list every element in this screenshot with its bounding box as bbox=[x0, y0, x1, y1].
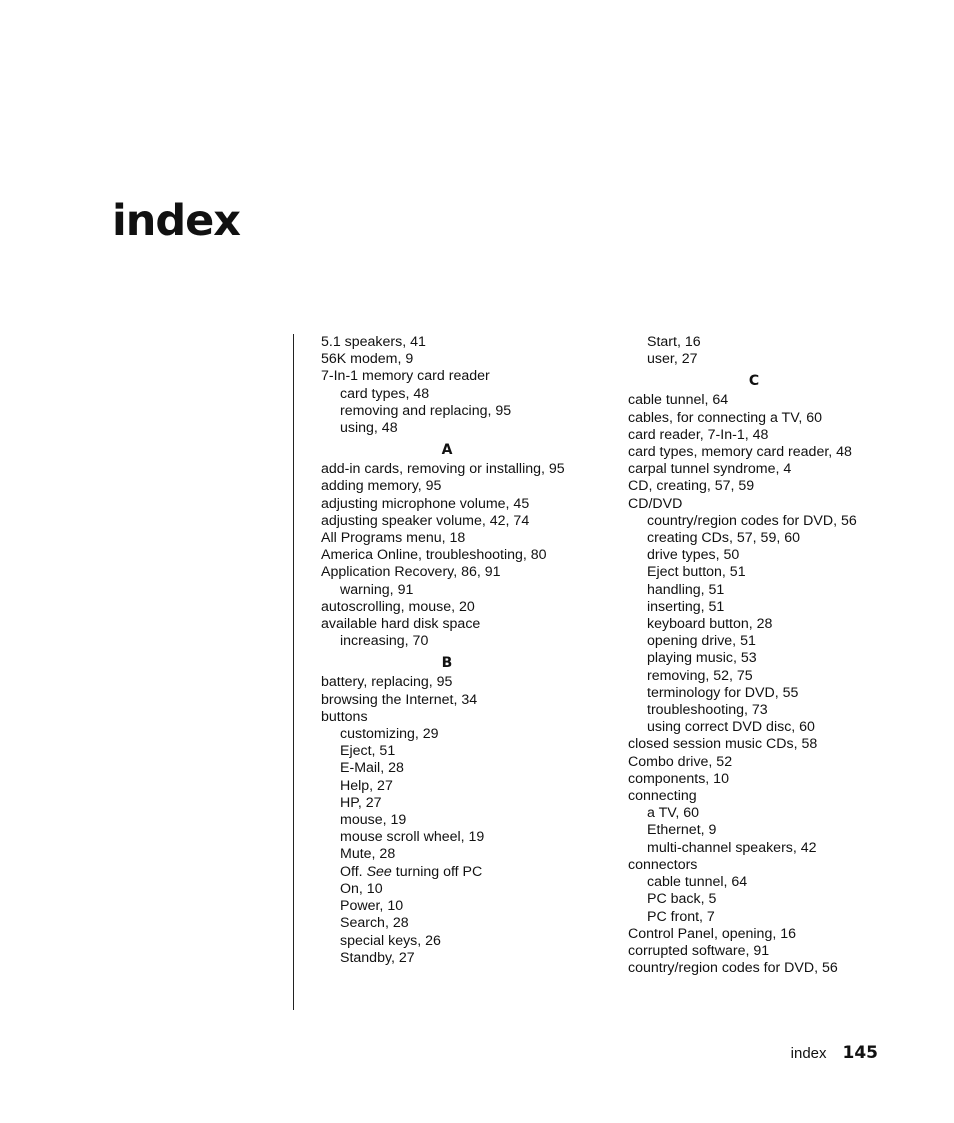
index-subentry: Help, 27 bbox=[340, 777, 393, 794]
index-entry: add-in cards, removing or installing, 95 bbox=[321, 461, 565, 478]
index-entry: connecting bbox=[628, 788, 697, 805]
page-number: 145 bbox=[842, 1043, 878, 1063]
index-subentry: On, 10 bbox=[340, 880, 383, 897]
index-entry: closed session music CDs, 58 bbox=[628, 736, 818, 753]
index-subentry: country/region codes for DVD, 56 bbox=[647, 512, 857, 529]
index-subentry: multi-channel speakers, 42 bbox=[647, 839, 817, 856]
index-entry: America Online, troubleshooting, 80 bbox=[321, 547, 547, 564]
index-subentry: keyboard button, 28 bbox=[647, 616, 773, 633]
index-subentry: card types, 48 bbox=[340, 385, 430, 402]
index-entry: Application Recovery, 86, 91 bbox=[321, 564, 501, 581]
index-subentry: special keys, 26 bbox=[340, 932, 441, 949]
index-entry: cable tunnel, 64 bbox=[628, 392, 729, 409]
index-entry: Combo drive, 52 bbox=[628, 753, 733, 770]
letter-heading: B bbox=[441, 655, 453, 672]
index-subentry: PC back, 5 bbox=[647, 891, 717, 908]
index-entry: adjusting speaker volume, 42, 74 bbox=[321, 512, 530, 529]
letter-heading: A bbox=[441, 442, 453, 459]
index-subentry: playing music, 53 bbox=[647, 650, 757, 667]
index-entry: battery, replacing, 95 bbox=[321, 674, 453, 691]
index-subentry: Power, 10 bbox=[340, 898, 404, 915]
index-subentry: using correct DVD disc, 60 bbox=[647, 719, 815, 736]
index-entry: CD/DVD bbox=[628, 495, 683, 512]
footer-label: index bbox=[790, 1045, 827, 1062]
index-column-left bbox=[321, 334, 621, 967]
index-subentry: user, 27 bbox=[647, 351, 698, 368]
page-title: index bbox=[112, 196, 241, 246]
index-subentry: troubleshooting, 73 bbox=[647, 702, 768, 719]
index-entry: adding memory, 95 bbox=[321, 478, 442, 495]
index-subentry: terminology for DVD, 55 bbox=[647, 684, 799, 701]
index-subentry: Mute, 28 bbox=[340, 846, 396, 863]
index-subentry: PC front, 7 bbox=[647, 908, 715, 925]
index-entry: autoscrolling, mouse, 20 bbox=[321, 598, 475, 615]
index-entry: cables, for connecting a TV, 60 bbox=[628, 409, 823, 426]
index-subentry: removing and replacing, 95 bbox=[340, 402, 512, 419]
index-entry: 7-In-1 memory card reader bbox=[321, 368, 490, 385]
index-subentry: handling, 51 bbox=[647, 581, 725, 598]
index-subentry: Ethernet, 9 bbox=[647, 822, 717, 839]
index-entry: connectors bbox=[628, 856, 698, 873]
see-reference: See bbox=[366, 863, 392, 880]
index-subentry: increasing, 70 bbox=[340, 633, 429, 650]
index-entry: buttons bbox=[321, 708, 368, 725]
index-subentry: creating CDs, 57, 59, 60 bbox=[647, 530, 800, 547]
index-entry: Control Panel, opening, 16 bbox=[628, 925, 797, 942]
index-subentry: a TV, 60 bbox=[647, 805, 700, 822]
index-subentry: E-Mail, 28 bbox=[340, 760, 404, 777]
index-subentry: cable tunnel, 64 bbox=[647, 874, 748, 891]
index-subentry: mouse, 19 bbox=[340, 812, 407, 829]
index-entry: browsing the Internet, 34 bbox=[321, 691, 478, 708]
index-subentry: Standby, 27 bbox=[340, 949, 415, 966]
index-entry: card types, memory card reader, 48 bbox=[628, 444, 852, 461]
index-entry: CD, creating, 57, 59 bbox=[628, 478, 755, 495]
page-footer bbox=[791, 1043, 878, 1063]
index-entry: components, 10 bbox=[628, 770, 729, 787]
index-entry: All Programs menu, 18 bbox=[321, 530, 466, 547]
see-target: turning off PC bbox=[395, 863, 483, 880]
index-subentry: Start, 16 bbox=[647, 334, 701, 350]
index-subentry: Search, 28 bbox=[340, 915, 409, 932]
index-entry: adjusting microphone volume, 45 bbox=[321, 495, 530, 512]
index-entry: 5.1 speakers, 41 bbox=[321, 334, 426, 350]
index-subentry: warning, 91 bbox=[340, 581, 414, 598]
index-entry: carpal tunnel syndrome, 4 bbox=[628, 461, 792, 478]
index-subentry: removing, 52, 75 bbox=[647, 667, 753, 684]
index-subentry: drive types, 50 bbox=[647, 547, 740, 564]
index-subentry bbox=[321, 864, 621, 881]
column-divider bbox=[293, 334, 294, 1010]
index-subentry: using, 48 bbox=[340, 420, 398, 437]
index-subentry: inserting, 51 bbox=[647, 598, 725, 615]
index-subentry: opening drive, 51 bbox=[647, 633, 756, 650]
entry-text: Off. bbox=[340, 863, 363, 880]
index-entry: country/region codes for DVD, 56 bbox=[628, 960, 838, 977]
index-entry: corrupted software, 91 bbox=[628, 942, 770, 959]
index-entry: card reader, 7-In-1, 48 bbox=[628, 426, 769, 443]
index-subentry: mouse scroll wheel, 19 bbox=[340, 829, 485, 846]
index-subentry: Eject button, 51 bbox=[647, 564, 746, 581]
index-entry: available hard disk space bbox=[321, 616, 481, 633]
index-entry: 56K modem, 9 bbox=[321, 351, 414, 368]
letter-heading: C bbox=[748, 373, 760, 390]
index-subentry: HP, 27 bbox=[340, 794, 382, 811]
index-subentry: customizing, 29 bbox=[340, 726, 439, 743]
index-subentry: Eject, 51 bbox=[340, 743, 396, 760]
index-column-right bbox=[628, 334, 928, 977]
